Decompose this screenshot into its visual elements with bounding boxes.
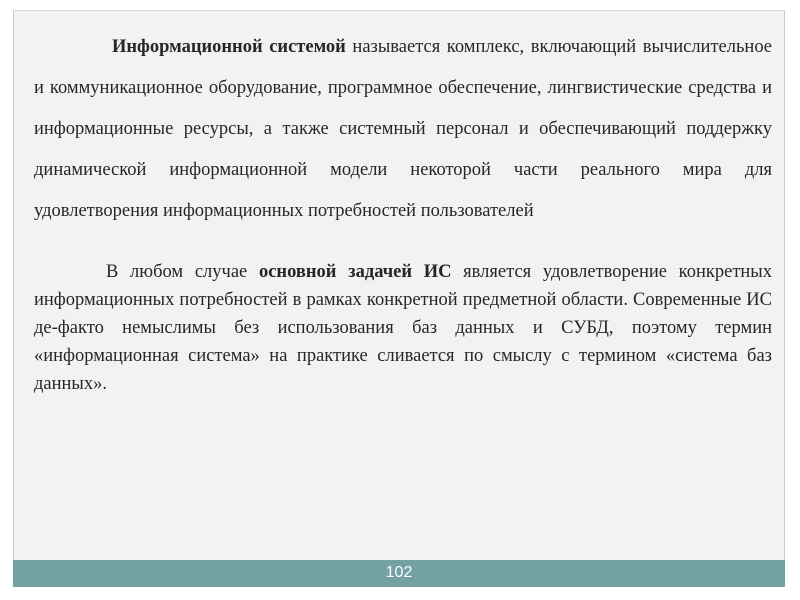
definition-text: называется комплекс, включающий вычислительное и коммуникационное оборудование, программное обеспечение, лингвистические средства и информационные ресурсы, а также системный персонал и обеспечивающий поддержку динамической информационной модели некоторой части реального мира для удовлетворения информационных потребностей пользователей bbox=[34, 37, 773, 221]
definition-paragraph bbox=[34, 27, 772, 232]
content-frame bbox=[13, 10, 785, 560]
main-task-paragraph bbox=[34, 258, 772, 398]
main-task-lead-text: В любом случае bbox=[106, 262, 259, 282]
defined-term: Информационной системой bbox=[112, 37, 346, 57]
main-task-text: является удовлетворение конкретных информационных потребностей в рамках конкретной предметной области. Современные ИС де-факто немыслимы без использования баз данных и СУБД, поэтому термин «информационная система» на практике сливается по смыслу с термином «система баз данных». bbox=[34, 262, 772, 394]
slide-body bbox=[34, 27, 772, 398]
page-number: 102 bbox=[385, 564, 413, 581]
footer-bar bbox=[13, 560, 785, 587]
main-task-term: основной задачей ИС bbox=[258, 262, 452, 282]
